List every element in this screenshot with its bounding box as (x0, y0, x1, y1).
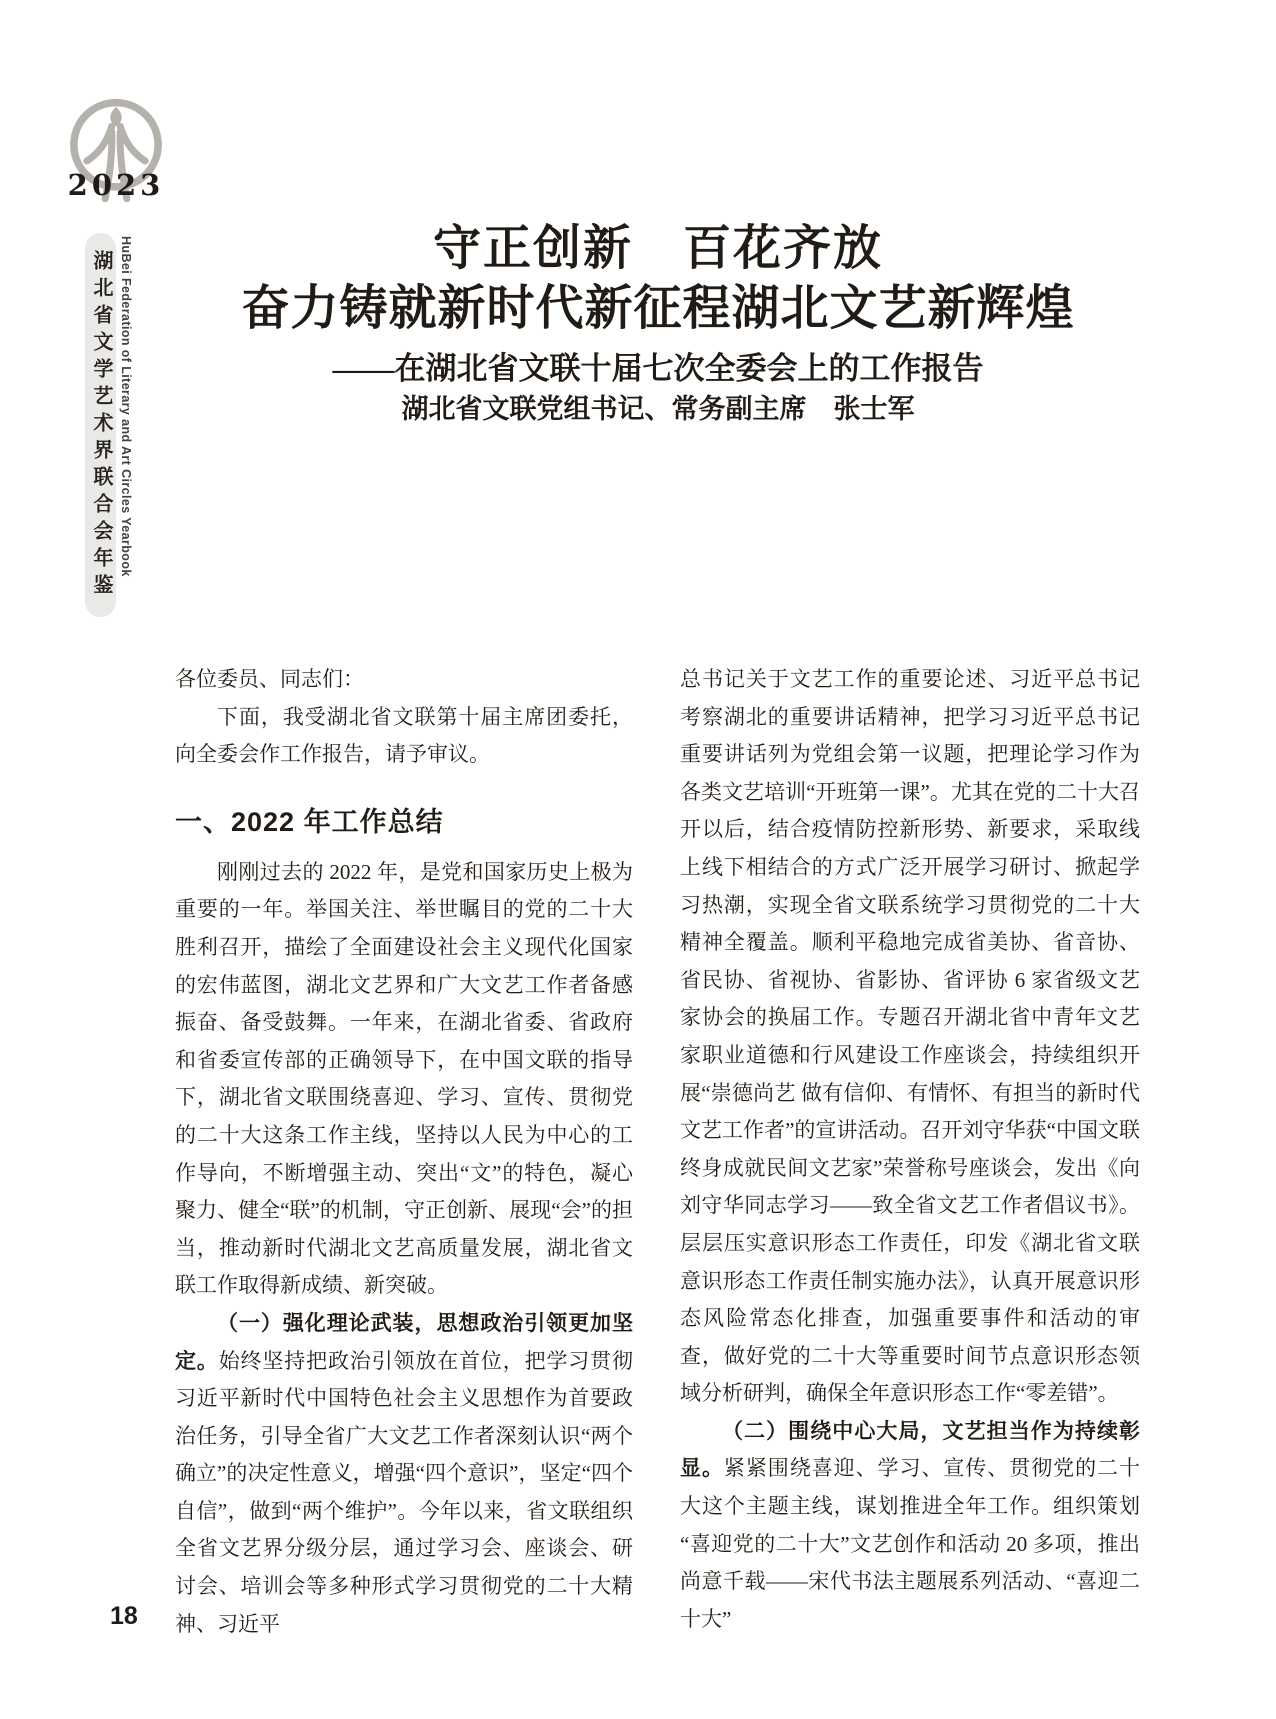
paragraph: 总书记关于文艺工作的重要论述、习近平总书记考察湖北的重要讲话精神，把学习习近平总书记重要讲话列为党组会第一议题，把理论学习作为各类文艺培训“开班第一课”。尤其在党的二十大召开以后，结合疫情防控新形势、新要求，采取线上线下相结合的方式广泛开展学习研讨、掀起学习热潮，实现全省文联系统学习贯彻党的二十大精神全覆盖。顺利平稳地完成省美协、省音协、省民协、省视协、省影协、省评协 6 家省级文艺家协会的换届工作。专题召开湖北省中青年文艺家职业道德和行风建设工作座谈会，持续组织开展“崇德尚艺 做有信仰、有情怀、有担当的新时代文艺工作者”的宣讲活动。召开刘守华获“中国文联终身成就民间文艺家”荣誉称号座谈会，发出《向刘守华同志学习——致全省文艺工作者倡议书》。层层压实意识形态工作责任，印发《湖北省文联意识形态工作责任制实施办法》，认真开展意识形态风险常态化排查，加强重要事件和活动的审查，做好党的二十大等重要时间节点意识形态领域分析研判，确保全年意识形态工作“零差错”。 (680, 667, 1140, 1406)
body-column-right (680, 661, 1140, 1638)
article-header (175, 220, 1141, 426)
paragraph: （一）强化理论武装，思想政治引领更加坚定。始终坚持把政治引领放在首位，把学习贯彻习近平新时代中国特色社会主义思想作为首要政治任务，引导全省广大文艺工作者深刻认识“两个确立”的决定性意义，增强“四个意识”，坚定“四个自信”，做到“两个维护”。今年以来，省文联组织全省文艺界分级分层，通过学习会、座谈会、研讨会、培训会等多种形式学习贯彻党的二十大精神、习近平 (175, 1311, 634, 1636)
paragraph: 各位委员、同志们： (175, 667, 364, 691)
page-number: 18 (110, 1602, 138, 1630)
paragraph-bold-lead: （一）强化理论武装，思想政治引领更加坚定。 (175, 1311, 633, 1373)
paragraph: （二）围绕中心大局，文艺担当作为持续彰显。紧紧围绕喜迎、学习、宣传、贯彻党的二十大这个主题主线，谋划推进全年工作。组织策划“喜迎党的二十大”文艺创作和活动 20 多项，推出尚意千载——宋代书法主题展系列活动、“喜迎二十大” (680, 1419, 1141, 1631)
paragraph: 下面，我受湖北省文联第十届主席团委托，向全委会作工作报告，请予审议。 (175, 704, 633, 767)
sidebar-title-en: HuBei Federation of Literary and Art Circles Yearbook (119, 236, 133, 577)
sidebar-title-bar (85, 233, 116, 617)
yearbook-year: 2023 (67, 168, 165, 202)
section-heading: 一、2022 年工作总结 (175, 806, 444, 837)
paragraph: 刚刚过去的 2022 年，是党和国家历史上极为重要的一年。举国关注、举世瞩目的党的二十大胜利召开，描绘了全面建设社会主义现代化国家的宏伟蓝图，湖北文艺界和广大文艺工作者备感振奋、备受鼓舞。一年来，在湖北省委、省政府和省委宣传部的正确领导下，在中国文联的指导下，湖北省文联围绕喜迎、学习、宣传、贯彻党的二十大这条工作主线，坚持以人民为中心的工作导向，不断增强主动、突出“文”的特色，凝心聚力、健全“联”的机制，守正创新、展现“会”的担当，推动新时代湖北文艺高质量发展，湖北省文联工作取得新成绩、新突破。 (175, 859, 633, 1298)
article-title-line2: 奋力铸就新时代新征程湖北文艺新辉煌 (241, 282, 1075, 335)
paragraph-bold-lead: （二）围绕中心大局，文艺担当作为持续彰显。 (680, 1419, 1140, 1481)
body-column-left (175, 661, 633, 1643)
article-title-line1: 守正创新 百花齐放 (432, 222, 883, 275)
sidebar-title-cn: 湖北省文学艺术界联合会年鉴 (90, 249, 112, 601)
article-subtitle: ——在湖北省文联十届七次全委会上的工作报告 (332, 351, 984, 386)
article-byline: 湖北省文联党组书记、常务副主席 张士军 (401, 394, 915, 424)
